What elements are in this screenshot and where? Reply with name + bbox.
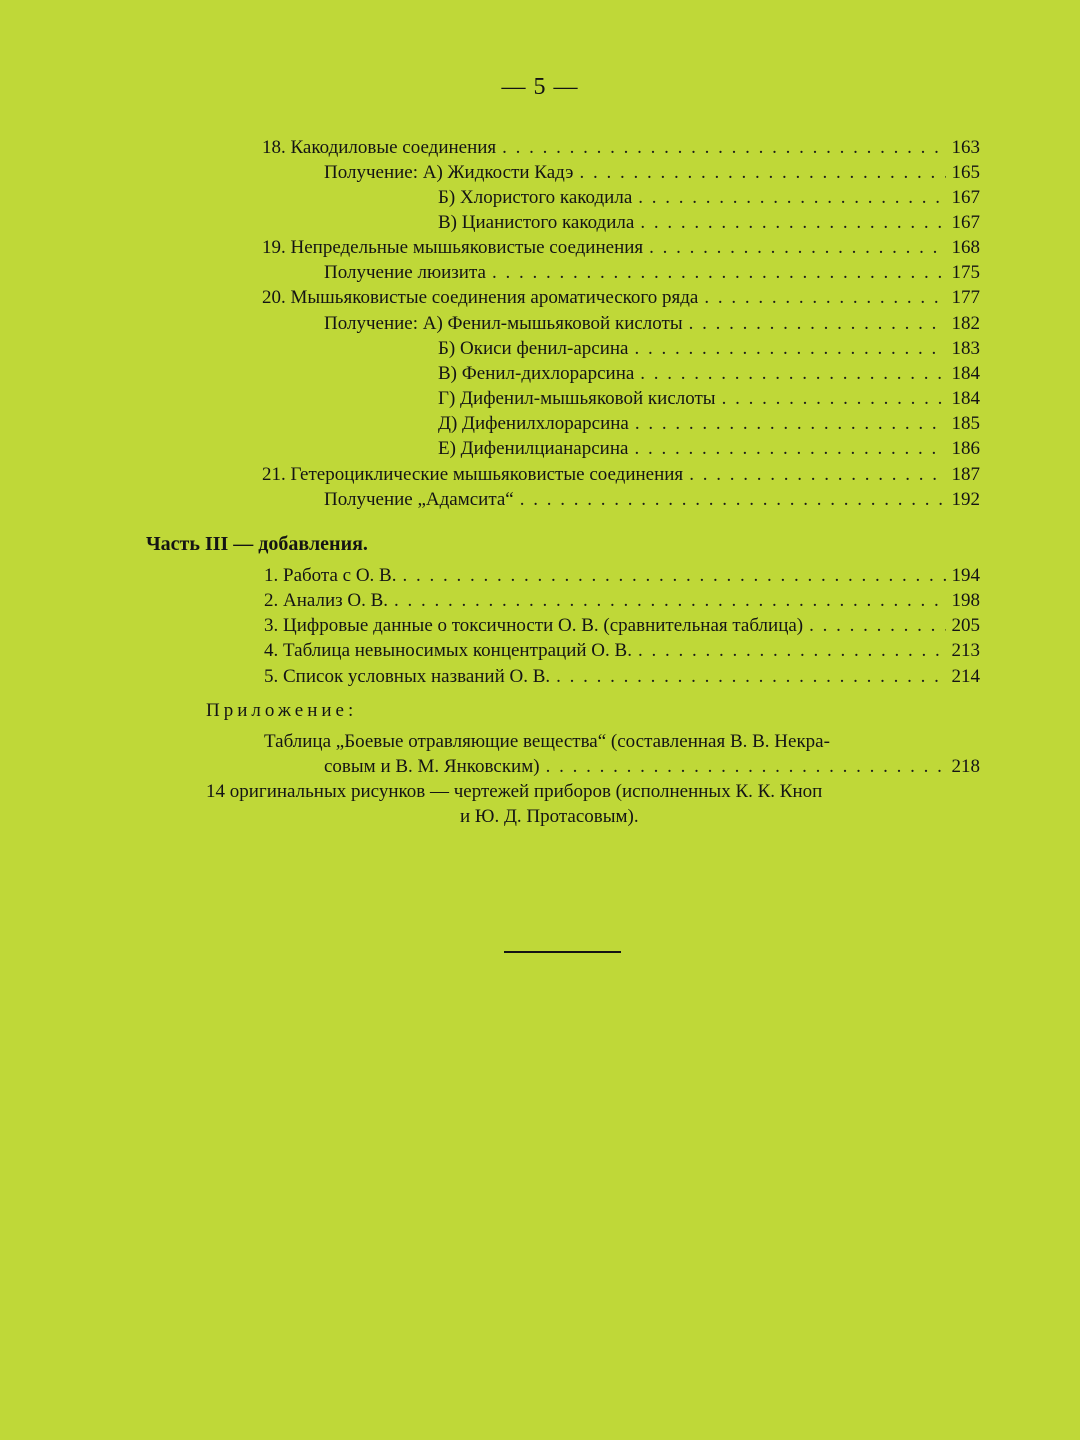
dot-leader (640, 361, 945, 386)
toc-label: Д) Дифенилхлорарсина (438, 413, 629, 434)
toc-label: 4. Таблица невыносимых концентраций О. В. (264, 640, 632, 661)
toc-page: 186 (951, 438, 980, 459)
toc-label: 1. Работа с О. В. (264, 565, 397, 586)
dot-leader (579, 160, 945, 185)
toc-entry (262, 285, 980, 310)
dot-leader (638, 185, 945, 210)
toc-entry (264, 588, 980, 613)
toc-label: Получение: А) Фенил-мышьяковой кислоты (324, 313, 683, 334)
toc-label: 3. Цифровые данные о токсичности О. В. (сравнительная таблица) (264, 615, 804, 636)
dot-leader (638, 638, 946, 663)
toc-entry (264, 664, 980, 689)
appendix-drawings-line2: и Ю. Д. Протасовым). (460, 806, 639, 827)
toc-page: 198 (951, 590, 980, 611)
toc-entry (438, 210, 980, 235)
toc-label: Б) Хлористого какодила (438, 187, 633, 208)
toc-entry (264, 563, 980, 588)
toc-entry (324, 311, 980, 336)
toc-entry (438, 386, 980, 411)
part-heading: Часть III — добавления. (146, 533, 368, 555)
toc-entry (438, 436, 980, 461)
toc-page: 187 (951, 464, 980, 485)
toc-label: Е) Дифенилцианарсина (438, 438, 629, 459)
appendix-table-line1: Таблица „Боевые отравляющие вещества“ (составленная В. В. Некра- (264, 731, 830, 752)
toc-page: 167 (951, 212, 980, 233)
dot-leader (402, 563, 945, 588)
toc-entry (324, 487, 980, 512)
toc-page: 182 (951, 313, 980, 334)
toc-entry (438, 336, 980, 361)
dot-leader (640, 210, 945, 235)
toc-page: 213 (951, 640, 980, 661)
closing-rule (504, 951, 621, 953)
toc-label: 20. Мышьяковистые соединения ароматического ряда (262, 287, 699, 308)
toc-entry (264, 613, 980, 638)
toc-label: 19. Непредельные мышьяковистые соединения (262, 237, 644, 258)
dot-leader (689, 311, 946, 336)
toc-page: 185 (951, 413, 980, 434)
toc-label: Б) Окиси фенил-арсина (438, 338, 629, 359)
dot-leader (704, 285, 945, 310)
toc-page: 175 (951, 262, 980, 283)
dot-leader (520, 487, 946, 512)
dot-leader (649, 235, 945, 260)
toc-label: 2. Анализ О. В. (264, 590, 389, 611)
toc-label: Получение люизита (324, 262, 486, 283)
toc-page: 192 (951, 489, 980, 510)
toc-entry (438, 411, 980, 436)
toc-label: В) Цианистого какодила (438, 212, 635, 233)
toc-entry (264, 638, 980, 663)
dot-leader (634, 436, 945, 461)
dot-leader (502, 135, 945, 160)
dot-leader (556, 664, 945, 689)
toc-label: В) Фенил-дихлорарсина (438, 363, 635, 384)
dot-leader (634, 336, 945, 361)
toc-entry (324, 160, 980, 185)
toc-label: 5. Список условных названий О. В. (264, 666, 551, 687)
toc-entry (262, 135, 980, 160)
toc-page: 163 (951, 137, 980, 158)
dot-leader (394, 588, 945, 613)
toc-entry (262, 462, 980, 487)
toc-label: Получение: А) Жидкости Кадэ (324, 162, 574, 183)
toc-page: 205 (951, 615, 980, 636)
toc-entry (324, 260, 980, 285)
toc-page: 177 (951, 287, 980, 308)
dot-leader (722, 386, 946, 411)
dot-leader (635, 411, 946, 436)
toc-label: совым и В. М. Янковским) (324, 756, 540, 777)
dot-leader (546, 754, 946, 779)
toc-page: 165 (951, 162, 980, 183)
dot-leader (689, 462, 945, 487)
toc-page: 218 (951, 756, 980, 777)
toc-page: 184 (951, 363, 980, 384)
toc-entry (262, 235, 980, 260)
toc-page: 214 (951, 666, 980, 687)
toc-entry (324, 754, 980, 779)
dot-leader (492, 260, 946, 285)
toc-label: 18. Какодиловые соединения (262, 137, 497, 158)
toc-entry (438, 361, 980, 386)
toc-page: 168 (951, 237, 980, 258)
appendix-heading: Приложение: (206, 700, 358, 721)
toc-page: 194 (951, 565, 980, 586)
toc-label: Получение „Адамсита“ (324, 489, 514, 510)
toc-label: 21. Гетероциклические мышьяковистые соединения (262, 464, 684, 485)
toc-label: Г) Дифенил-мышьяковой кислоты (438, 388, 716, 409)
toc-entry (438, 185, 980, 210)
toc-page: 184 (951, 388, 980, 409)
appendix-drawings-line1: 14 оригинальных рисунков — чертежей приборов (исполненных К. К. Кноп (206, 781, 823, 802)
toc-page: 183 (951, 338, 980, 359)
dot-leader (809, 613, 945, 638)
toc-page: 167 (951, 187, 980, 208)
page-number: — 5 — (501, 74, 579, 100)
